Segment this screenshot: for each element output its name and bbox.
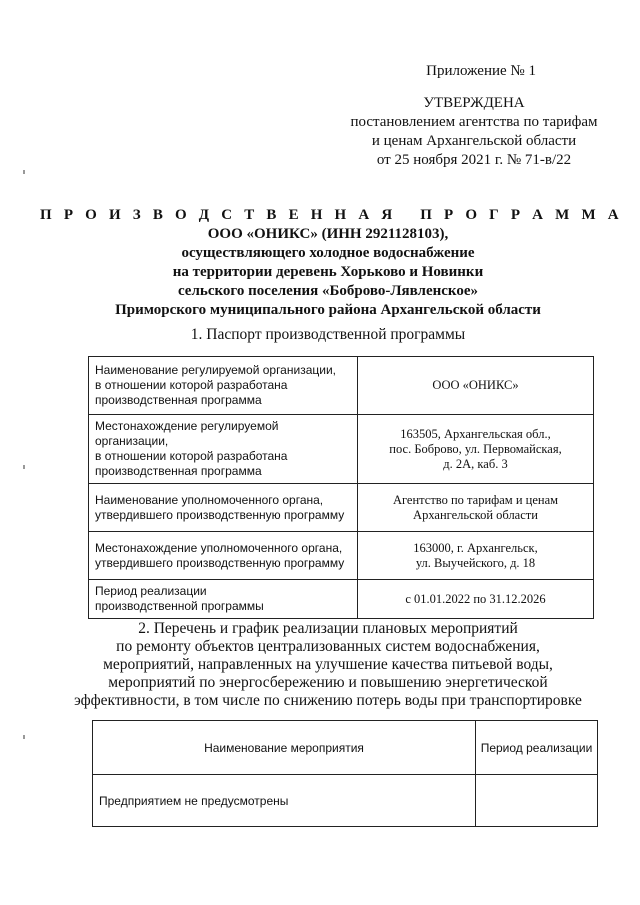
margin-mark xyxy=(23,170,25,174)
title-line-2: ООО «ОНИКС» (ИНН 2921128103), xyxy=(207,226,449,242)
approval-block xyxy=(340,62,608,170)
plan-table xyxy=(92,720,598,827)
section2-heading-line-3: мероприятий, направленных на улучшение качества питьевой воды, xyxy=(103,656,553,673)
header-period: Период реализации xyxy=(476,721,598,775)
approval-line-1: постановлением агентства по тарифам xyxy=(350,114,598,130)
table-row xyxy=(89,357,594,415)
row-activity: Предприятием не предусмотрены xyxy=(93,775,476,827)
section1-heading: 1. Паспорт производственной программы xyxy=(190,326,466,343)
row-value: 163000, г. Архангельск, ул. Выучейского, д. 18 xyxy=(358,532,594,580)
row-label: Наименование уполномоченного органа, утвердившего производственную программу xyxy=(89,484,358,532)
approval-line-2: и ценам Архангельской области xyxy=(371,133,577,149)
table-header-row xyxy=(93,721,598,775)
section2-heading-line-4: мероприятий по энергосбережению и повышению энергетической xyxy=(108,674,548,691)
row-value: 163505, Архангельская обл., пос. Боброво, ул. Первомайская, д. 2А, каб. 3 xyxy=(358,415,594,484)
section2-heading xyxy=(40,620,616,710)
annex-number: Приложение № 1 xyxy=(426,63,536,79)
row-label: Местонахождение уполномоченного органа, утвердившего производственную программу xyxy=(89,532,358,580)
title-line-6: Приморского муниципального района Архангельской области xyxy=(115,302,541,318)
table-row xyxy=(89,415,594,484)
title-line-5: сельского поселения «Боброво-Лявленское» xyxy=(177,283,479,299)
title-line-3: осуществляющего холодное водоснабжение xyxy=(181,245,475,261)
title-line-1: П Р О И З В О Д С Т В Е Н Н А Я П Р О Г Р А М М А xyxy=(40,207,623,223)
table-row xyxy=(93,775,598,827)
row-label: Наименование регулируемой организации, в отношении которой разработана производственная программа xyxy=(89,357,358,415)
approval-line-3: от 25 ноября 2021 г. № 71-в/22 xyxy=(376,152,572,168)
title-line-4: на территории деревень Хорьково и Новинки xyxy=(172,264,484,280)
row-value: с 01.01.2022 по 31.12.2026 xyxy=(358,580,594,619)
row-label: Период реализации производственной программы xyxy=(89,580,358,619)
header-activity: Наименование мероприятия xyxy=(93,721,476,775)
row-label: Местонахождение регулируемой организации, в отношении которой разработана производственная программа xyxy=(89,415,358,484)
table-row xyxy=(89,580,594,619)
table-row xyxy=(89,532,594,580)
row-value: Агентство по тарифам и ценам Архангельской области xyxy=(358,484,594,532)
margin-mark xyxy=(23,735,25,739)
section2-heading-line-2: по ремонту объектов централизованных систем водоснабжения, xyxy=(116,638,540,655)
approved-label: УТВЕРЖДЕНА xyxy=(423,95,525,111)
row-value: ООО «ОНИКС» xyxy=(358,357,594,415)
section2-heading-line-1: 2. Перечень и график реализации плановых мероприятий xyxy=(138,620,518,637)
passport-table xyxy=(88,356,594,619)
row-period xyxy=(476,775,598,827)
table-row xyxy=(89,484,594,532)
margin-mark xyxy=(23,465,25,469)
section2-heading-line-5: эффективности, в том числе по снижению потерь воды при транспортировке xyxy=(74,692,582,709)
document-title xyxy=(40,206,623,320)
